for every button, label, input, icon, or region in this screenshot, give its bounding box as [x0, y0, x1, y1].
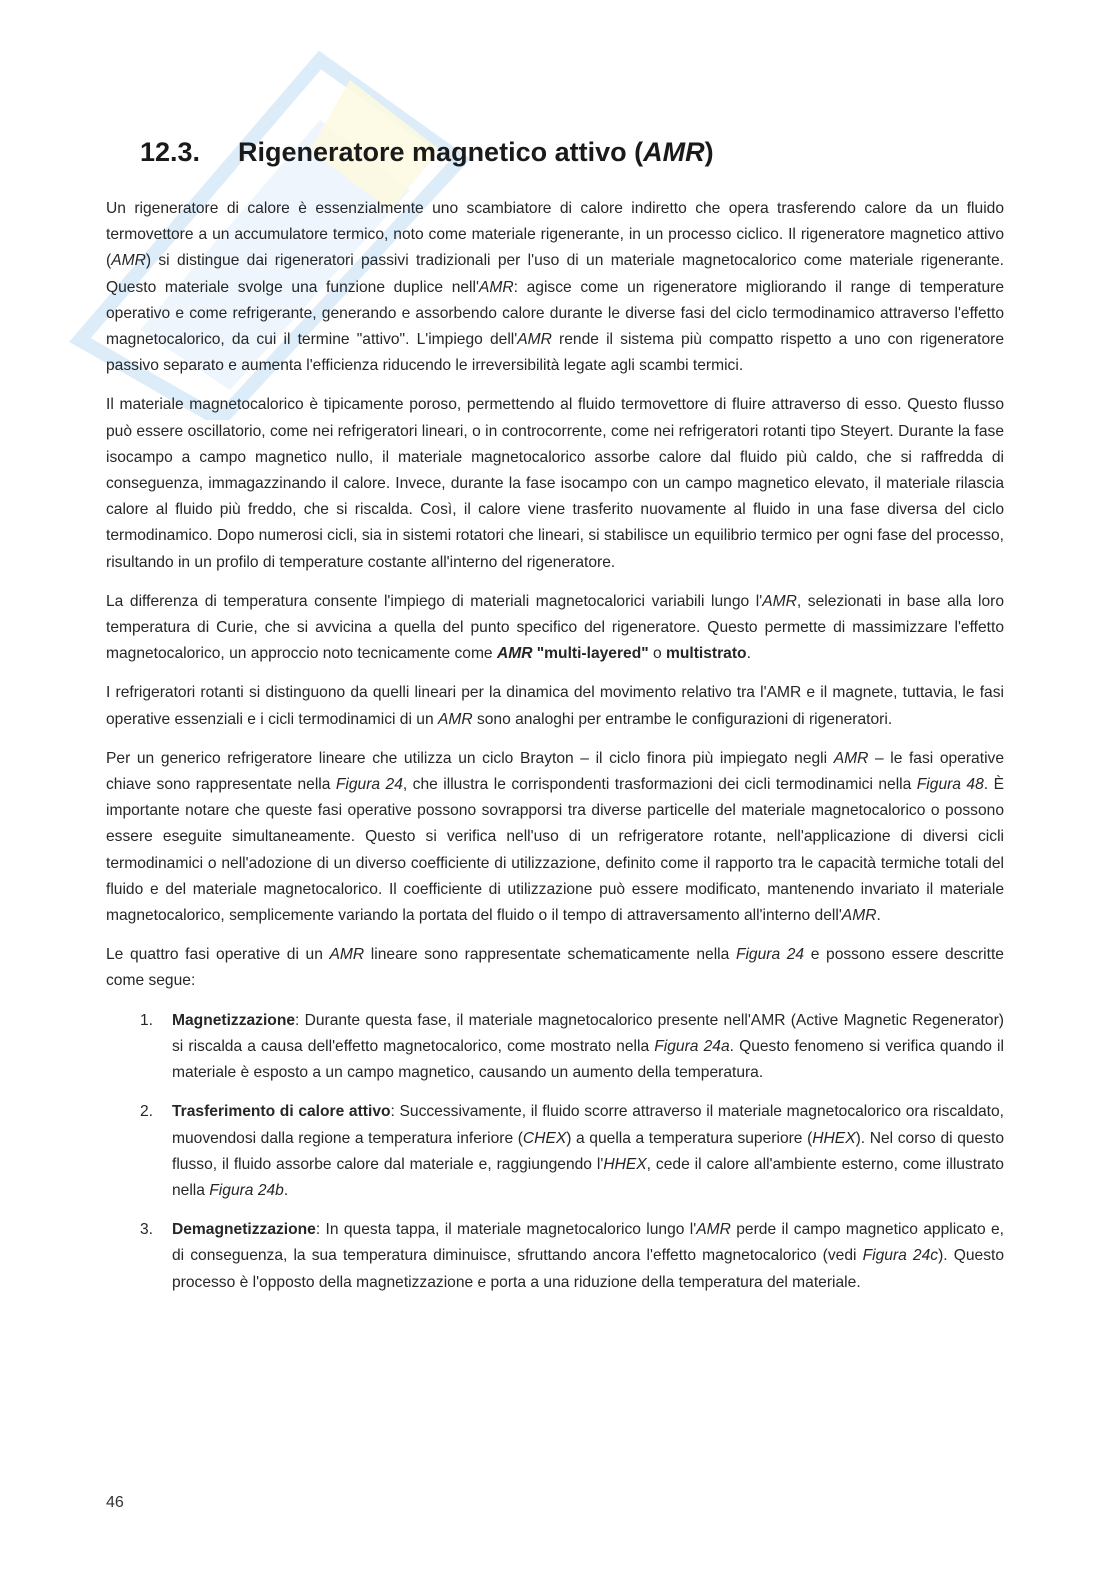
text-run: multistrato: [665, 645, 747, 663]
text-run: HHEX: [812, 1129, 856, 1147]
text-run: Un rigeneratore di calore è essenzialmente uno scambiatore di calore indiretto che opera trasferendo calore da un fluido termovettore a un accumulatore termico, noto come materiale rigenerante, in un processo ciclico. Il rigeneratore magnetico attivo (: [106, 200, 1004, 270]
text-run: AMR: [329, 946, 365, 964]
text-run: : agisce come un rigeneratore migliorando il range di temperature operativo e come refrigerante, generando e assorbendo calore durante le diverse fasi del ciclo termodinamico attraverso l'effetto magnetocalorico, da cui il termine "attivo". L'impiego dell': [106, 278, 1004, 349]
text-run: ). Questo processo è l'opposto della magnetizzazione e porta a una riduzione della temperatura del materiale.: [172, 1247, 1004, 1291]
text-run: Il materiale magnetocalorico è tipicamente poroso, permettendo al fluido termovettore di fluire attraverso di esso. Questo flusso può essere oscillatorio, come nei refrigeratori lineari, o in controcorrente, come nei refrigeratori rotanti tipo Steyert. Durante la fase isocampo a campo magnetico nullo, il materiale magnetocalorico assorbe calore dal fluido più caldo, che si raffredda di conseguenza, immagazzinando il calore. Invece, durante la fase isocampo con un campo magnetico elevato, il materiale rilascia calore al fluido più freddo, che si riscalda. Così, il calore viene trasferito nuovamente al fluido in una fase diversa del ciclo termodinamico. Dopo numerosi cicli, sia in sistemi rotatori che lineari, si stabilisce un equilibrio termico per ogni fase del processo, risultando in un profilo di temperature costante all'interno del rigeneratore.: [106, 396, 1004, 571]
text-run: AMR: [437, 710, 473, 728]
text-run: . È importante notare che queste fasi operative possono sovrapporsi tra diverse particelle del materiale magnetocalorico o possono essere eseguite simultaneamente. Questo si verifica nell'uso di un refrigeratore rotante, nell'applicazione di diversi cicli termodinamici o nell'adozione di un diverso coefficiente di utilizzazione, definito come il rapporto tra le capacità termiche totali del fluido e del materiale magnetocalorico. Il coefficiente di utilizzazione può essere modificato, mantenendo invariato il materiale magnetocalorico, semplicemente variando la portata del fluido o il tempo di attraversamento all'interno dell': [106, 776, 1004, 925]
text-run: AMR: [762, 592, 797, 610]
list-marker: 3.: [140, 1221, 154, 1239]
text-run: . Questo fenomeno si verifica quando il materiale è esposto a un campo magnetico, causando un aumento della temperatura.: [172, 1037, 1004, 1082]
text-run: HHEX: [603, 1155, 647, 1173]
text-run: sono analoghi per entrambe le configurazioni di rigeneratori.: [472, 710, 893, 728]
page-number: 46: [106, 1494, 124, 1511]
list-item: [106, 1217, 1004, 1296]
phase-list: [106, 1008, 1004, 1296]
text-run: AMR: [517, 331, 552, 349]
text-run: , che illustra le corrispondenti trasformazioni dei cicli termodinamici nella: [402, 776, 917, 794]
text-run: rende il sistema più compatto rispetto a uno con rigeneratore passivo separato e aumenta l'efficienza riducendo le irreversibilità legate agli scambi termici.: [106, 331, 1004, 375]
text-run: La differenza di temperatura consente l'impiego di materiali magnetocalorici variabili lungo l': [106, 592, 763, 610]
document-page: [106, 130, 1004, 1309]
section-title: Rigeneratore magnetico attivo (AMR): [238, 137, 714, 167]
text-run: Figura 48: [916, 776, 984, 794]
text-run: .: [876, 907, 881, 925]
text-run: AMR: [696, 1221, 731, 1239]
text-run: AMR: [841, 907, 877, 925]
text-run: Magnetizzazione: [172, 1011, 296, 1029]
text-run: Figura 24: [735, 946, 805, 964]
text-run: : Durante questa fase, il materiale magnetocalorico presente nell'AMR (Active Magnetic Regenerator) si riscalda a causa dell'effetto magnetocalorico, come mostrato nella: [172, 1011, 1004, 1055]
text-run: I refrigeratori rotanti si distinguono da quelli lineari per la dinamica del movimento relativo tra l'AMR e il magnete, tuttavia, le fasi operative essenziali e i cicli termodinamici di un: [106, 684, 1004, 728]
text-run: Figura 24c: [862, 1247, 939, 1265]
text-run: AMR: [111, 252, 146, 270]
text-run: : Successivamente, il fluido scorre attraverso il materiale magnetocalorico ora riscaldato, muovendosi dalla regione a temperatura inferiore (: [172, 1103, 1004, 1147]
text-run: , cede il calore all'ambiente esterno, come illustrato nella: [172, 1155, 1004, 1199]
text-run: perde il campo magnetico applicato e, di conseguenza, la sua temperatura diminuisce, sfruttando ancora l'effetto magnetocalorico (vedi: [172, 1221, 1005, 1265]
section-heading: [140, 130, 1004, 174]
text-run: Per un generico refrigeratore lineare che utilizza un ciclo Brayton – il ciclo finora più impiegato negli: [106, 749, 834, 767]
paragraph: [106, 746, 1004, 929]
text-run: AMR: [496, 645, 533, 663]
paragraph: [106, 589, 1004, 668]
paragraph: [106, 680, 1004, 732]
text-run: lineare sono rappresentate schematicamente nella: [364, 946, 736, 964]
text-run: – le fasi operative chiave sono rappresentate nella: [106, 749, 1004, 794]
paragraph: [106, 942, 1004, 994]
text-run: ) si distingue dai rigeneratori passivi tradizionali per l'uso di un materiale magnetocalorico come materiale rigenerante. Questo materiale svolge una funzione duplice nell': [106, 252, 1004, 296]
text-run: e possono essere descritte come segue:: [106, 946, 1004, 990]
text-run: .: [283, 1181, 289, 1199]
body-text: [106, 196, 1004, 995]
text-run: Figura 24b: [209, 1181, 284, 1199]
text-run: Le quattro fasi operative di un: [106, 946, 330, 964]
text-run: : In questa tappa, il materiale magnetocalorico lungo l': [315, 1221, 697, 1239]
paragraph: [106, 196, 1004, 379]
text-run: "multi-layered": [532, 645, 649, 663]
text-run: o: [648, 645, 666, 663]
list-item: [106, 1008, 1004, 1087]
text-run: , selezionati in base alla loro temperatura di Curie, che si avvicina a quella del punto specifico del rigeneratore. Questo permette di massimizzare l'effetto magnetocalorico, un approccio noto tecnicamente come: [106, 592, 1004, 663]
text-run: CHEX: [522, 1129, 567, 1147]
list-item: [106, 1099, 1004, 1204]
paragraph: [106, 392, 1004, 575]
text-run: ) a quella a temperatura superiore (: [566, 1129, 813, 1147]
text-run: AMR: [478, 278, 514, 296]
text-run: Demagnetizzazione: [172, 1221, 316, 1239]
text-run: Figura 24: [335, 776, 403, 794]
text-run: ). Nel corso di questo flusso, il fluido assorbe calore dal materiale e, raggiungendo l': [172, 1129, 1005, 1173]
text-run: .: [746, 645, 751, 663]
text-run: Figura 24a: [654, 1037, 730, 1055]
text-run: Trasferimento di calore attivo: [172, 1103, 391, 1121]
list-marker: 2.: [140, 1103, 154, 1121]
section-number: 12.3.: [140, 137, 201, 167]
list-marker: 1.: [140, 1011, 154, 1029]
text-run: AMR: [833, 749, 869, 767]
